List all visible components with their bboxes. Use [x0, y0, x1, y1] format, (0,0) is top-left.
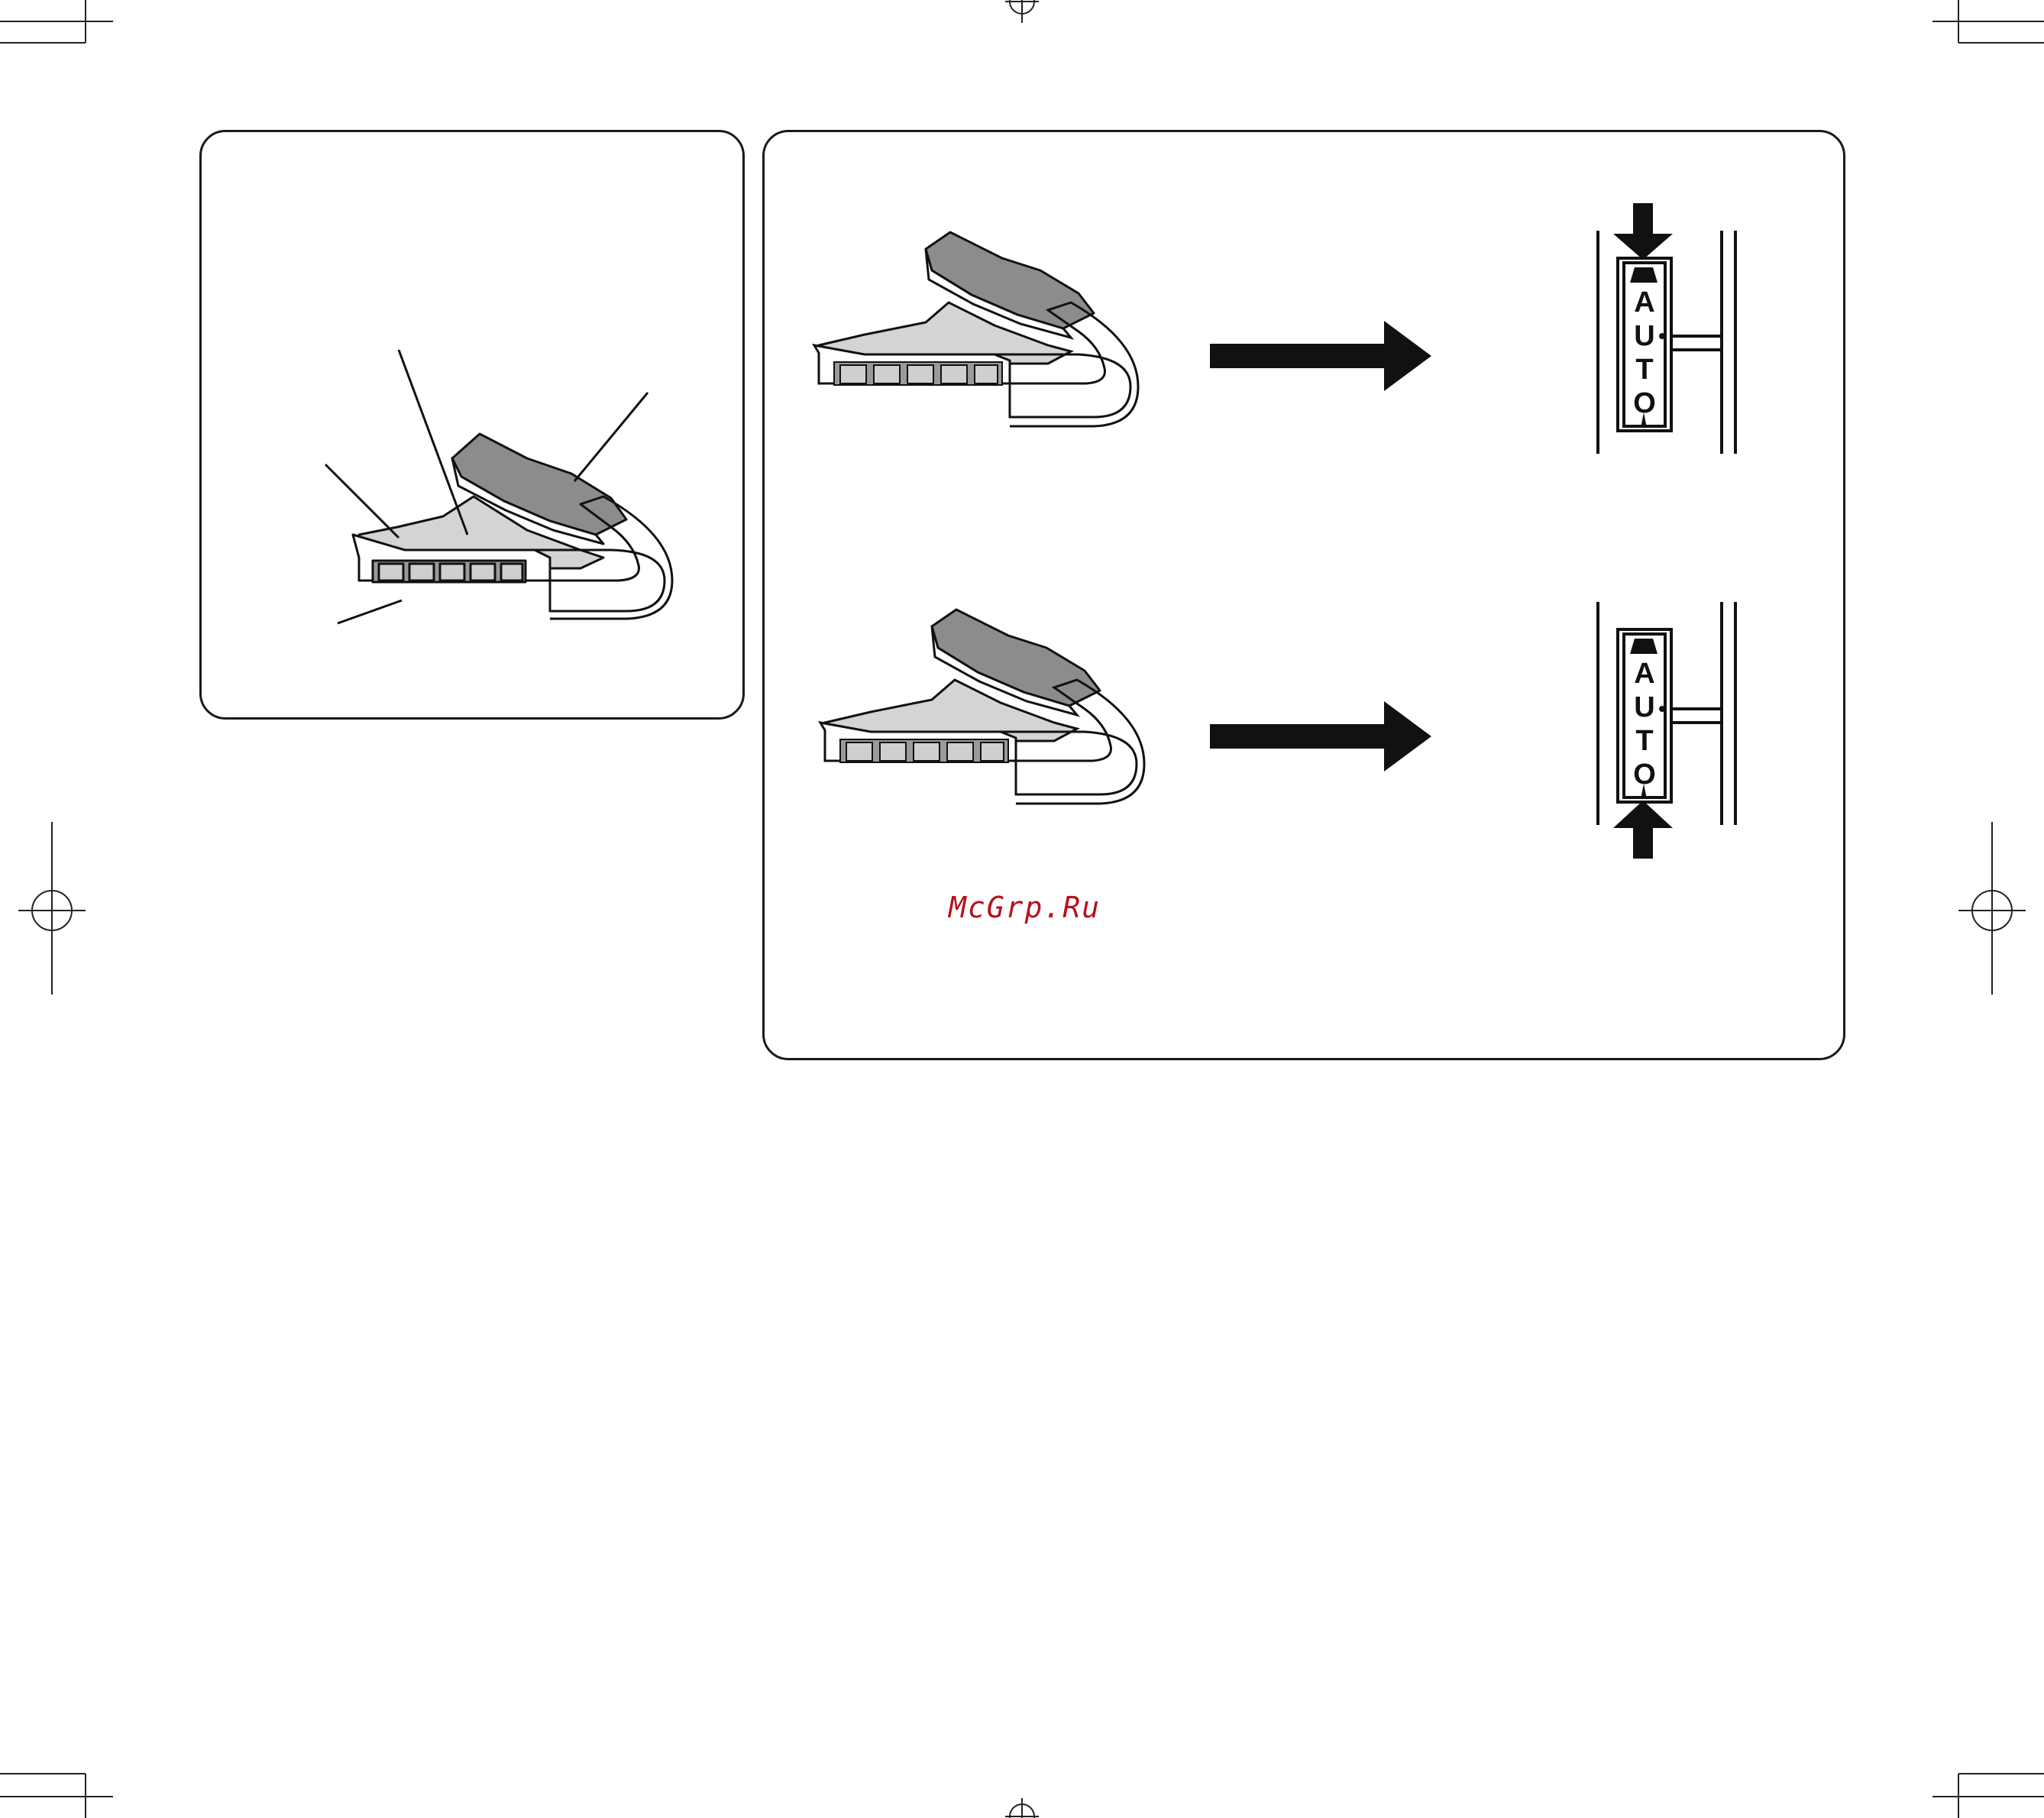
auto-letter-o: O — [1633, 759, 1656, 791]
arrow-right-bottom — [1210, 701, 1431, 772]
pressed-arrow-down — [1613, 203, 1673, 260]
auto-letter-u: U — [1634, 691, 1655, 723]
arrow-right-top — [1210, 321, 1431, 391]
auto-label-bottom — [1633, 658, 1656, 791]
auto-letter-a: A — [1634, 286, 1655, 319]
trim-up-icon-bottom — [1630, 639, 1658, 654]
auto-label-top — [1633, 286, 1656, 419]
strip-illustration-bottom — [820, 610, 1144, 804]
watermark: McGrp.Ru — [949, 891, 1101, 924]
pressed-arrow-up — [1613, 801, 1673, 859]
auto-letter-o: O — [1633, 387, 1656, 419]
auto-letter-t: T — [1635, 725, 1654, 757]
auto-letter-u: U — [1634, 320, 1655, 352]
trim-up-icon-top — [1630, 267, 1658, 283]
auto-switch-top — [1598, 231, 1735, 454]
auto-switch-bottom — [1598, 602, 1735, 825]
auto-letter-t: T — [1635, 354, 1654, 386]
auto-letter-a: A — [1634, 658, 1655, 690]
strip-illustration-top — [814, 232, 1138, 426]
